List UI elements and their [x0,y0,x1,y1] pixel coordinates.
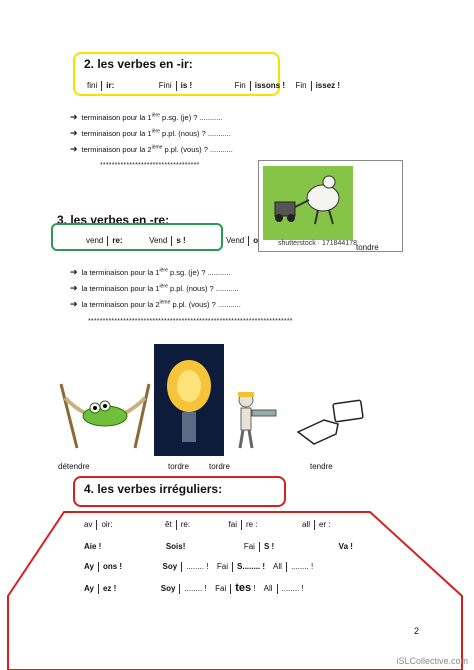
section2-conjugation-row [87,81,340,91]
conj-ending: issez ! [315,81,341,91]
arrow-icon: ➔ [70,283,78,293]
section2-title: 2. les verbes en -ir: [84,57,193,71]
divider [248,236,249,246]
divider [250,81,251,91]
section2-bullet: ➔ terminaison pour la $1^{ière}$ p.sg. (je) ? ........... [70,112,223,122]
section3-title: 3. les verbes en -re: [57,213,170,227]
hand-card-illustration [294,398,366,448]
section2-separator: ********************************** [100,162,200,169]
section4-title: 4. les verbes irréguliers: [84,482,223,496]
divider [286,562,287,572]
divider [96,520,97,530]
conj-ending: issons ! [254,81,285,91]
divider [179,584,180,594]
section3-separator: ********************************************************************** [88,318,293,325]
conj-stem: vend [86,236,104,246]
section3-conjugation-cont [226,236,258,246]
image-caption: tordre [168,462,189,471]
watermark: iSLCollective.com [396,656,468,666]
frog-illustration [55,378,155,454]
image-caption: détendre [58,462,90,471]
section2-bullet: ➔ terminaison pour la $1^{ière}$ p.pl. (nous) ? ........... [70,128,231,138]
lemon-illustration [154,344,224,456]
arrow-icon: ➔ [70,299,78,309]
divider [232,562,233,572]
wrench-figure-illustration [228,388,278,452]
image-caption: tendre [310,462,333,471]
conj-ending: re: [112,236,123,246]
divider [259,542,260,552]
divider [277,584,278,594]
arrow-icon: ➔ [70,267,78,277]
divider [176,520,177,530]
section3-bullet: ➔ la terminaison pour la 2ième p.pl. (vous) ? ........... [70,299,241,309]
sheep-mowing-image [263,166,353,240]
conj-ending: ir: [106,81,115,91]
frog-hammock-image [55,378,155,454]
divider [98,562,99,572]
image-caption: tordre [209,462,230,471]
arrow-icon: ➔ [70,144,78,154]
image-stamp: shutterstock · 171844178 [278,240,357,247]
conj-ending: o [253,236,259,246]
conj-stem: Fin [295,81,307,91]
section3-bullet: ➔ la terminaison pour la $1^{ière}$ p.sg. (je) ? ........... [70,267,231,277]
divider [314,520,315,530]
irregular-row-nous: Ay ons ! Soy ........ ! Fai S........ ! All ........ ! [84,562,314,572]
divider [176,81,177,91]
irregular-row-vous: Ay ez ! Soy ........ ! Fai tes ! All ........ ! [84,582,304,594]
page-number: 2 [414,626,420,636]
divider [107,236,108,246]
section3-conjugation-row [86,236,186,246]
sheep-caption: tondre [356,243,379,252]
divider [311,81,312,91]
divider [101,81,102,91]
arrow-icon: ➔ [70,128,78,138]
divider [181,562,182,572]
conj-stem: Fini [158,81,172,91]
conj-stem: fini [87,81,98,91]
divider [171,236,172,246]
section3-bullet: ➔ la terminaison pour la $1^{ière}$ p.pl. (nous) ? ........... [70,283,239,293]
sheep-illustration [263,166,353,240]
conj-ending: s ! [176,236,186,246]
section2-bullet: ➔ terminaison pour la 2ième p.pl. (vous) ? ........... [70,144,233,154]
conj-stem: Vend [149,236,168,246]
divider [230,584,231,594]
arrow-icon: ➔ [70,112,78,122]
figure-with-wrench-image [228,388,278,452]
conj-stem: Vend [226,236,245,246]
irregular-row-tu: Aie ! Sois! Fai S ! Va ! [84,542,353,552]
conj-ending: is ! [180,81,193,91]
conj-stem: Fin [234,81,246,91]
divider [98,584,99,594]
irregular-row-infinitives: av oir: êt re: fai re : all er : [84,520,331,530]
twisting-lemon-image [154,344,224,456]
divider [241,520,242,530]
hand-card-image [294,398,366,448]
